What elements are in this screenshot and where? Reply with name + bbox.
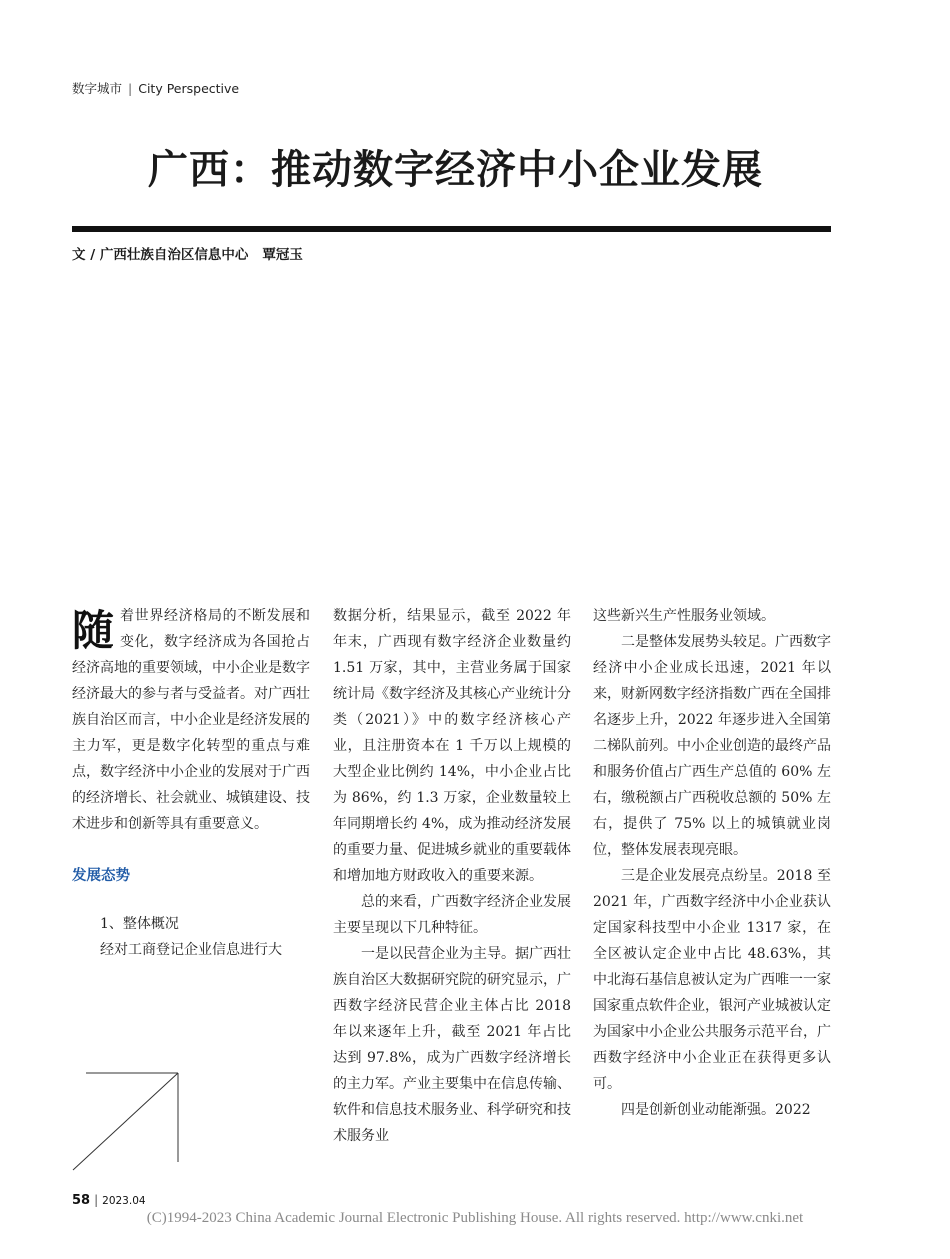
footer-separator: | (94, 1193, 99, 1207)
subheading: 1、整体概况 (100, 916, 179, 932)
paragraph: 总的来看，广西数字经济企业发展主要呈现以下几种特征。 (333, 894, 571, 936)
drop-cap: 随 (72, 606, 115, 655)
section-name-en: City Perspective (138, 81, 240, 96)
section-name-cn: 数字城市 (72, 81, 123, 96)
page-number: 58 (72, 1193, 91, 1208)
text-column-1 (72, 603, 310, 963)
paragraph: 三是企业发展亮点纷呈。2018 至 2021 年，广西数字经济中小企业获认定国家科技型中小企业 1317 家，在全区被认定企业中占比 48.63%，其中北海石基信息被认定为广西唯一一家国家重点软件企业，银河产业城被认定为国家中小企业公共服务示范平台，广西数字经济中小企业正在获得更多认可。 (593, 868, 831, 1092)
page-footer (72, 1193, 146, 1208)
intro-text: 着世界经济格局的不断发展和变化，数字经济成为各国抢占经济高地的重要领域，中小企业是数字经济最大的参与者与受益者。对广西壮族自治区而言，中小企业是经济发展的主力军，更是数字化转型的重点与难点，数字经济中小企业的发展对于广西的经济增长、社会就业、城镇建设、技术进步和创新等具有重要意义。 (72, 608, 310, 832)
text-column-2 (333, 603, 571, 1149)
byline-source: 文 / 广西壮族自治区信息中心 (72, 247, 249, 263)
intro-paragraph (72, 603, 310, 837)
paragraph: 经对工商登记企业信息进行大 (100, 942, 282, 958)
byline-author: 覃冠玉 (262, 247, 303, 263)
title-rule (72, 226, 831, 232)
paragraph: 二是整体发展势头较足。广西数字经济中小企业成长迅速，2021 年以来，财新网数字经济指数广西在全国排名逐步上升，2022 年逐步进入全国第二梯队前列。中小企业创造的最终产品和服务价值占广西生产总值的 60% 左右，缴税额占广西税收总额的 50% 左右，提供了 75% 以上的城镇就业岗位，整体发展表现亮眼。 (593, 634, 831, 858)
paragraph: 数据分析，结果显示，截至 2022 年年末，广西现有数字经济企业数量约 1.51 万家，其中，主营业务属于国家统计局《数字经济及其核心产业统计分类（2021）》中的数字经济核心产业，且注册资本在 1 千万以上规模的大型企业比例约 14%，中小企业占比为 86%，约 1.3 万家，企业数量较上年同期增长约 4%，成为推动经济发展的重要力量、促进城乡就业的重要载体和增加地方财政收入的重要来源。 (333, 608, 571, 884)
issue-date: 2023.04 (102, 1195, 146, 1207)
paragraph: 一是以民营企业为主导。据广西壮族自治区大数据研究院的研究显示，广西数字经济民营企业主体占比 2018 年以来逐年上升，截至 2021 年占比达到 97.8%，成为广西数字经济增长的主力军。产业主要集中在信息传输、软件和信息技术服务业、科学研究和技术服务业 (333, 946, 571, 1144)
text-column-3 (593, 603, 831, 1123)
running-header (72, 79, 239, 97)
section-heading: 发展态势 (72, 868, 130, 884)
paragraph: 四是创新创业动能渐强。2022 (621, 1102, 811, 1118)
byline (72, 243, 303, 263)
copyright-notice: (C)1994-2023 China Academic Journal Electronic Publishing House. All rights reserved. http://www.cnki.net (146, 1210, 804, 1226)
header-separator: | (128, 81, 133, 96)
article-title: 广西：推动数字经济中小企业发展 (148, 147, 763, 193)
paragraph: 这些新兴生产性服务业领域。 (593, 608, 775, 624)
decorative-arrow-graphic (70, 1070, 182, 1175)
